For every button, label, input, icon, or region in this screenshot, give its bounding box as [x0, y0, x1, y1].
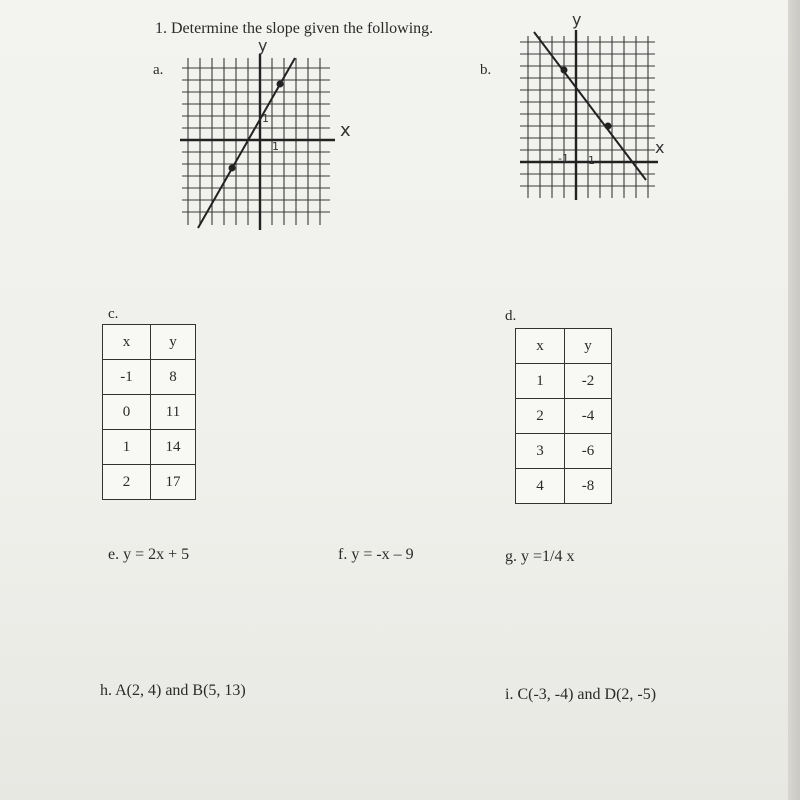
part-e-equation: e. y = 2x + 5 [108, 546, 190, 563]
part-i-points: i. C(-3, -4) and D(2, -5) [505, 686, 657, 703]
table-cell: 4 [516, 469, 565, 504]
table-header: y [151, 325, 196, 360]
part-f-equation: f. y = -x – 9 [338, 546, 414, 563]
table-cell: -6 [565, 434, 612, 469]
table-cell: 3 [516, 434, 565, 469]
table-row [516, 364, 612, 399]
table-row [103, 325, 196, 360]
table-cell: 1 [103, 430, 151, 465]
page-edge [788, 0, 800, 800]
graph-b-x-label: x [655, 138, 665, 157]
graph-a [180, 50, 340, 235]
table-cell: 8 [151, 360, 196, 395]
table-row [516, 399, 612, 434]
table-row [103, 430, 196, 465]
table-row [516, 434, 612, 469]
table-header: y [565, 329, 612, 364]
part-d-label: d. [505, 308, 517, 324]
table-header: x [103, 325, 151, 360]
table-cell: 11 [151, 395, 196, 430]
graph-b-y-label: y [572, 10, 582, 29]
table-cell: 2 [103, 465, 151, 500]
table-cell: -8 [565, 469, 612, 504]
table-cell: 17 [151, 465, 196, 500]
graph-a-tick-x: 1 [272, 140, 279, 153]
table-cell: -4 [565, 399, 612, 434]
graph-b [520, 28, 660, 203]
graph-a-y-label: y [258, 36, 268, 55]
table-cell: 2 [516, 399, 565, 434]
table-cell: -1 [103, 360, 151, 395]
table-row [103, 395, 196, 430]
table-cell: 1 [516, 364, 565, 399]
part-a-label: a. [153, 62, 164, 78]
graph-b-tick-x: 1 [588, 154, 595, 167]
table-d [515, 328, 612, 504]
part-h-points: h. A(2, 4) and B(5, 13) [100, 682, 246, 699]
table-row [103, 360, 196, 395]
graph-a-tick-y: 1 [262, 112, 269, 125]
part-g-equation: g. y =1/4 x [505, 548, 575, 565]
graph-a-x-label: x [340, 120, 351, 141]
table-row [103, 465, 196, 500]
table-row [516, 329, 612, 364]
table-cell: -2 [565, 364, 612, 399]
problem-title: 1. Determine the slope given the following. [155, 20, 434, 37]
table-cell: 0 [103, 395, 151, 430]
graph-b-tick-x-neg: -1 [558, 152, 569, 165]
table-c [102, 324, 196, 500]
part-c-label: c. [108, 306, 119, 322]
table-row [516, 469, 612, 504]
part-b-label: b. [480, 62, 492, 78]
table-header: x [516, 329, 565, 364]
table-cell: 14 [151, 430, 196, 465]
